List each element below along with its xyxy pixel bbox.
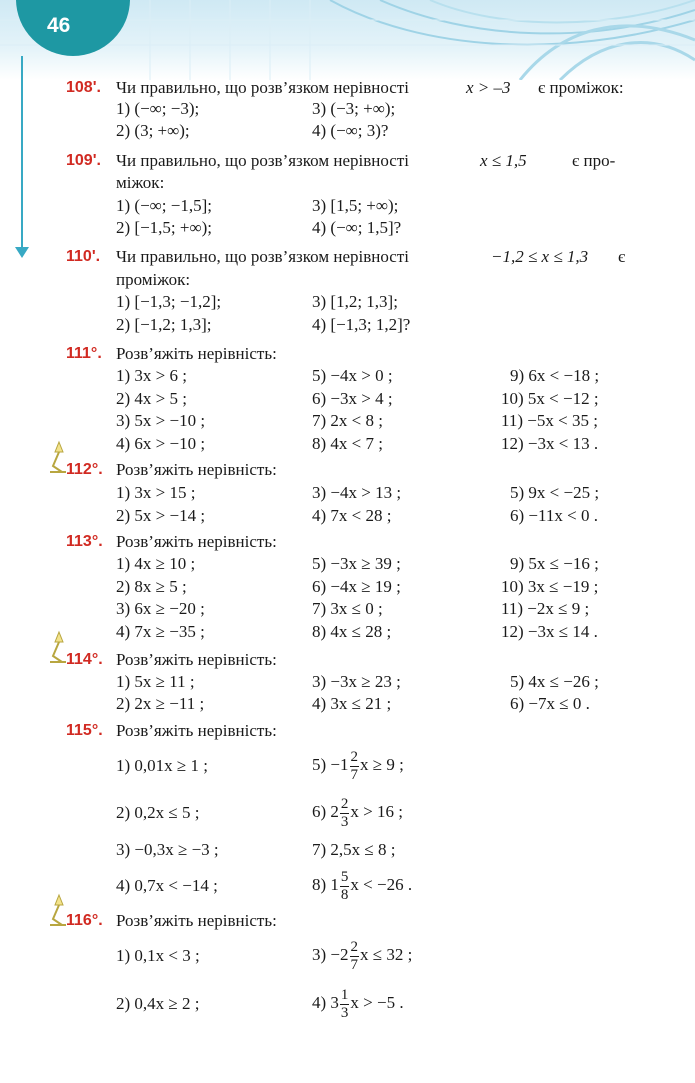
exercise-110-option-4: 4) [−1,3; 1,2]? bbox=[312, 315, 411, 334]
exercise-111-title: Розв’яжіть нерівність: bbox=[116, 344, 277, 363]
exercise-108-option-1: 1) (−∞; −3); bbox=[116, 99, 200, 118]
exercise-115-item-fraction: 8) 1 $\frac{5}{8}$ x < −26 . bbox=[312, 868, 413, 903]
exercise-111-item: 11) −5x < 35 ; bbox=[501, 411, 598, 430]
exercise-110-text: Чи правильно, що розв’язком нерівності bbox=[116, 247, 409, 266]
exercise-113-item: 4) 7x ≥ −35 ; bbox=[116, 622, 205, 641]
exercise-116-number: 116°. bbox=[66, 912, 103, 929]
exercise-115-title: Розв’яжіть нерівність: bbox=[116, 721, 277, 740]
exercise-111-item: 5) −4x > 0 ; bbox=[312, 366, 393, 385]
exercise-114-item: 4) 3x ≤ 21 ; bbox=[312, 694, 392, 713]
exercise-114-item: 3) −3x ≥ 23 ; bbox=[312, 672, 401, 691]
exercise-115-item: 7) 2,5x ≤ 8 ; bbox=[312, 840, 396, 859]
exercise-109-inequality: x ≤ 1,5 bbox=[480, 151, 527, 170]
exercise-116-title: Розв’яжіть нерівність: bbox=[116, 911, 277, 930]
exercise-113-number: 113°. bbox=[66, 533, 103, 550]
exercise-110-text-end: є bbox=[618, 247, 626, 266]
exercise-114-item: 5) 4x ≤ −26 ; bbox=[510, 672, 599, 691]
exercise-109-option-3: 3) [1,5; +∞); bbox=[312, 196, 399, 215]
exercise-113-item: 11) −2x ≤ 9 ; bbox=[501, 599, 590, 618]
exercise-111-item: 6) −3x > 4 ; bbox=[312, 389, 393, 408]
exercise-111-item: 3) 5x > −10 ; bbox=[116, 411, 206, 430]
exercise-112-item: 4) 7x < 28 ; bbox=[312, 506, 392, 525]
exercise-115-item: 2) 0,2x ≤ 5 ; bbox=[116, 803, 200, 822]
exercise-108-option-4: 4) (−∞; 3)? bbox=[312, 121, 389, 140]
page-number: 46 bbox=[47, 14, 71, 37]
exercise-108-inequality: x > –3 bbox=[466, 78, 511, 97]
margin-arrow-head-icon bbox=[15, 247, 29, 258]
exercise-116-item: 1) 0,1x < 3 ; bbox=[116, 946, 200, 965]
margin-arrow-line bbox=[21, 56, 23, 254]
exercise-111-item: 9) 6x < −18 ; bbox=[510, 366, 600, 385]
exercise-113-item: 12) −3x ≤ 14 . bbox=[501, 622, 598, 641]
exercise-108-option-2: 2) (3; +∞); bbox=[116, 121, 190, 140]
exercise-108-number: 108'. bbox=[66, 79, 101, 96]
exercise-108-option-3: 3) (−3; +∞); bbox=[312, 99, 396, 118]
exercise-116-item-fraction: 3) −2 $\frac{2}{7}$ x ≤ 32 ; bbox=[312, 938, 413, 973]
exercise-111-item: 10) 5x < −12 ; bbox=[501, 389, 599, 408]
exercise-113-item: 3) 6x ≥ −20 ; bbox=[116, 599, 205, 618]
exercise-114-item: 2) 2x ≥ −11 ; bbox=[116, 694, 205, 713]
exercise-114-number: 114°. bbox=[66, 651, 103, 668]
exercise-115-item: 3) −0,3x ≥ −3 ; bbox=[116, 840, 219, 859]
mixed-fraction: $\frac{1}{3}$ bbox=[340, 986, 349, 1021]
exercise-114-item: 6) −7x ≤ 0 . bbox=[510, 694, 590, 713]
exercise-115-item-fraction: 6) 2 $\frac{2}{3}$ x > 16 ; bbox=[312, 795, 403, 830]
exercise-114-title: Розв’яжіть нерівність: bbox=[116, 650, 277, 669]
exercise-111-item: 2) 4x > 5 ; bbox=[116, 389, 187, 408]
exercise-109-option-2: 2) [−1,5; +∞); bbox=[116, 218, 212, 237]
exercise-110-option-2: 2) [−1,2; 1,3]; bbox=[116, 315, 212, 334]
exercise-113-title: Розв’яжіть нерівність: bbox=[116, 532, 277, 551]
exercise-109-text: Чи правильно, що розв’язком нерівності bbox=[116, 151, 409, 170]
exercise-109-text-wrap: міжок: bbox=[116, 173, 165, 192]
exercise-115-number: 115°. bbox=[66, 722, 103, 739]
exercise-112-item: 2) 5x > −14 ; bbox=[116, 506, 206, 525]
exercise-109-option-1: 1) (−∞; −1,5]; bbox=[116, 196, 212, 215]
mixed-fraction: $\frac{2}{7}$ bbox=[350, 938, 358, 973]
exercise-112-number: 112°. bbox=[66, 461, 103, 478]
exercise-110-inequality: −1,2 ≤ x ≤ 1,3 bbox=[491, 247, 589, 266]
exercise-113-item: 5) −3x ≥ 39 ; bbox=[312, 554, 401, 573]
mixed-fraction: $\frac{2}{3}$ bbox=[340, 795, 349, 830]
exercise-112-item: 3) −4x > 13 ; bbox=[312, 483, 402, 502]
exercise-113-item: 1) 4x ≥ 10 ; bbox=[116, 554, 196, 573]
exercise-108-text-end: є проміжок: bbox=[538, 78, 624, 97]
exercise-109-option-4: 4) (−∞; 1,5]? bbox=[312, 218, 402, 237]
mixed-fraction: $\frac{5}{8}$ bbox=[340, 868, 349, 903]
exercise-110-number: 110'. bbox=[66, 248, 101, 265]
exercise-113-item: 10) 3x ≤ −19 ; bbox=[501, 577, 599, 596]
exercise-113-item: 9) 5x ≤ −16 ; bbox=[510, 554, 599, 573]
exercise-113-item: 7) 3x ≤ 0 ; bbox=[312, 599, 383, 618]
exercise-111-item: 7) 2x < 8 ; bbox=[312, 411, 383, 430]
exercise-113-item: 2) 8x ≥ 5 ; bbox=[116, 577, 187, 596]
exercise-110-text-wrap: проміжок: bbox=[116, 270, 191, 289]
exercise-115-item-fraction: 5) −1 $\frac{2}{7}$ x ≥ 9 ; bbox=[312, 748, 404, 783]
exercise-111-item: 1) 3x > 6 ; bbox=[116, 366, 187, 385]
exercise-115-item: 4) 0,7x < −14 ; bbox=[116, 876, 218, 895]
exercise-113-item: 8) 4x ≤ 28 ; bbox=[312, 622, 392, 641]
exercise-110-option-1: 1) [−1,3; −1,2]; bbox=[116, 292, 222, 311]
exercise-114-item: 1) 5x ≥ 11 ; bbox=[116, 672, 195, 691]
exercise-112-item: 5) 9x < −25 ; bbox=[510, 483, 600, 502]
exercise-115-item: 1) 0,01x ≥ 1 ; bbox=[116, 756, 208, 775]
exercise-110-option-3: 3) [1,2; 1,3]; bbox=[312, 292, 398, 311]
exercise-111-item: 12) −3x < 13 . bbox=[501, 434, 599, 453]
exercise-113-item: 6) −4x ≥ 19 ; bbox=[312, 577, 401, 596]
exercise-111-number: 111°. bbox=[66, 345, 102, 362]
mixed-fraction: $\frac{2}{7}$ bbox=[350, 748, 358, 783]
exercise-112-item: 6) −11x < 0 . bbox=[510, 506, 598, 525]
exercise-111-item: 4) 6x > −10 ; bbox=[116, 434, 206, 453]
exercise-116-item: 2) 0,4x ≥ 2 ; bbox=[116, 994, 200, 1013]
exercise-116-item-fraction: 4) 3 $\frac{1}{3}$ x > −5 . bbox=[312, 986, 404, 1021]
exercise-109-number: 109'. bbox=[66, 152, 101, 169]
exercise-112-title: Розв’яжіть нерівність: bbox=[116, 460, 277, 479]
exercise-112-item: 1) 3x > 15 ; bbox=[116, 483, 196, 502]
exercise-108-text: Чи правильно, що розв’язком нерівності bbox=[116, 78, 409, 97]
exercise-111-item: 8) 4x < 7 ; bbox=[312, 434, 383, 453]
exercise-109-text-end: є про- bbox=[572, 151, 616, 170]
